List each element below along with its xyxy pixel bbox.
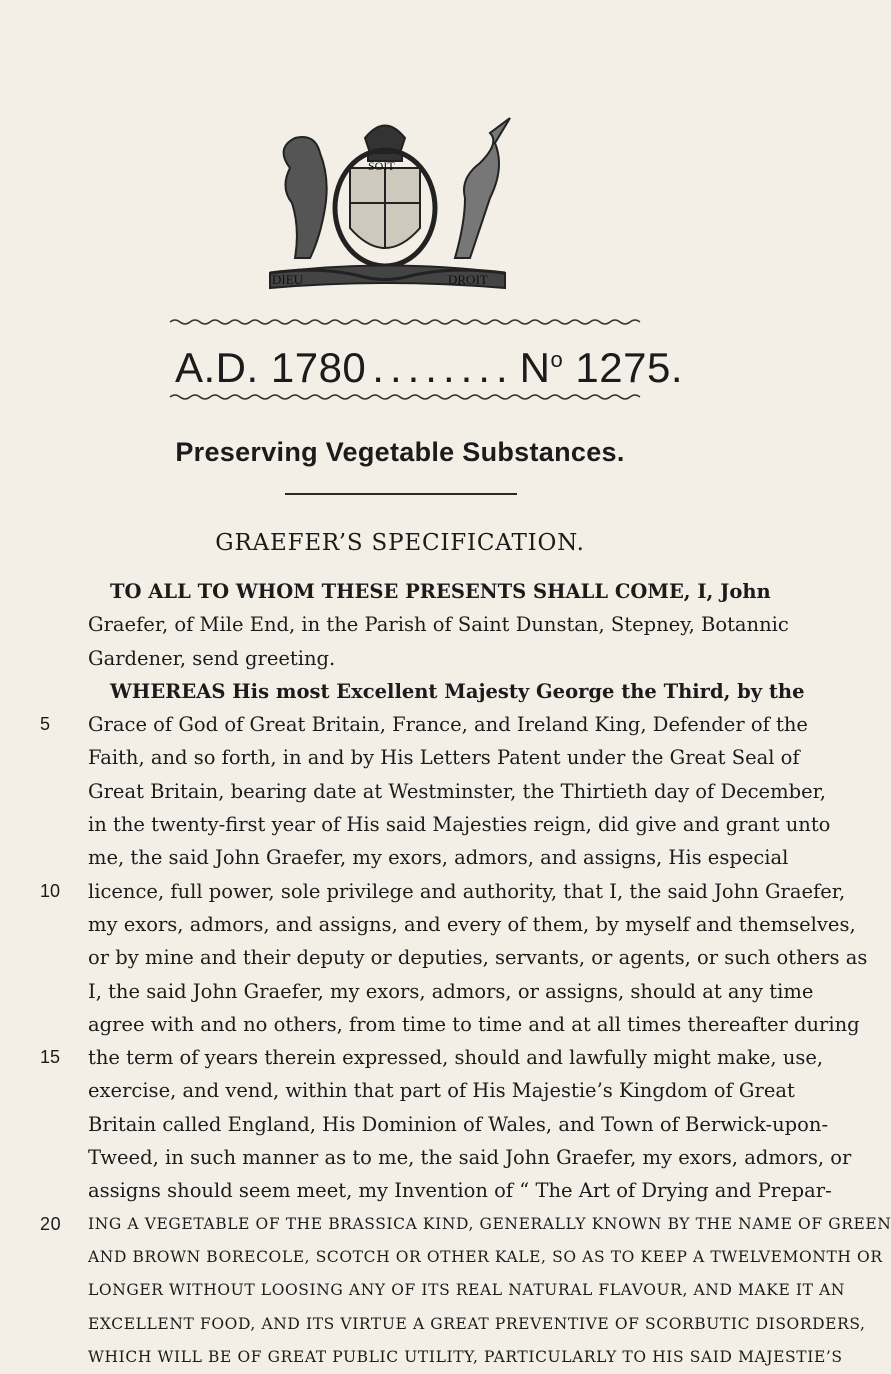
- body-line: [88, 1074, 795, 1107]
- line-text: me, the said John Graefer, my exors, admors, and assigns, His especial: [88, 846, 789, 870]
- line-text: AND BROWN BORECOLE, SCOTCH OR OTHER KALE, SO AS TO KEEP A TWELVEMONTH OR: [88, 1247, 883, 1266]
- body-line: [88, 608, 789, 641]
- line-text: Britain called England, His Dominion of Wales, and Town of Berwick-upon-: [88, 1112, 829, 1136]
- line-text: agree with and no others, from time to time and at all times thereafter during: [88, 1012, 860, 1036]
- line-text: Tweed, in such manner as to me, the said John Graefer, my exors, admors, or: [88, 1146, 852, 1170]
- line-text: Gardener, send greeting.: [88, 646, 336, 670]
- body-line: [40, 708, 808, 741]
- number-prefix-sup: o: [550, 347, 564, 372]
- line-text: in the twenty-first year of His said Majesties reign, did give and grant unto: [88, 813, 831, 837]
- line-number: 10: [40, 880, 61, 901]
- line-text: the term of years therein expressed, should and lawfully might make, use,: [88, 1046, 824, 1070]
- line-text: my exors, admors, and assigns, and every of them, by myself and themselves,: [88, 912, 856, 936]
- motto-center: SOIT: [368, 159, 395, 173]
- body-line: [88, 808, 831, 841]
- specification-body: [40, 575, 891, 1374]
- royal-coat-of-arms: [250, 108, 520, 308]
- motto-left: DIEU: [272, 272, 304, 287]
- body-line: [88, 1008, 860, 1041]
- header-dots: ........: [372, 344, 514, 391]
- line-text: I, the said John Graefer, my exors, admors, or assigns, should at any time: [88, 979, 814, 1003]
- line-text: licence, full power, sole privilege and authority, that I, the said John Graefer,: [88, 879, 846, 903]
- divider-rule: [285, 493, 517, 495]
- line-text: LONGER WITHOUT LOOSING ANY OF ITS REAL NATURAL FLAVOUR, AND MAKE IT AN: [88, 1281, 846, 1300]
- patent-header: [175, 330, 684, 391]
- header-rule-top: [170, 318, 640, 326]
- body-line: [88, 941, 868, 974]
- line-number: 20: [40, 1213, 62, 1234]
- body-line: [40, 1208, 891, 1241]
- body-line: [88, 975, 814, 1008]
- body-line: [88, 775, 826, 808]
- line-text: TO ALL TO WHOM THESE PRESENTS SHALL COME, I, John: [110, 580, 771, 603]
- line-text: Faith, and so forth, in and by His Letters Patent under the Great Seal of: [88, 746, 800, 770]
- body-line: [88, 741, 800, 774]
- patent-number: 1275.: [575, 344, 684, 391]
- header-rule-bottom: [170, 393, 640, 401]
- body-line: [88, 675, 805, 708]
- body-line: [88, 1108, 829, 1141]
- number-prefix: N: [519, 344, 551, 391]
- line-text: or by mine and their deputy or deputies, servants, or agents, or such others as: [88, 946, 868, 970]
- line-text: Graefer, of Mile End, in the Parish of Saint Dunstan, Stepney, Botannic: [88, 613, 789, 637]
- line-text: ING A VEGETABLE OF THE BRASSICA KIND, GENERALLY KNOWN BY THE NAME OF GREEN: [88, 1214, 891, 1233]
- line-number: 15: [40, 1047, 61, 1068]
- line-text: assigns should seem meet, my Invention of “ The Art of Drying and Prepar-: [88, 1179, 832, 1203]
- line-text: Grace of God of Great Britain, France, and Ireland King, Defender of the: [88, 713, 808, 737]
- line-text: Great Britain, bearing date at Westminster, the Thirtieth day of December,: [88, 779, 826, 803]
- body-line: [88, 1308, 866, 1341]
- line-number: 5: [40, 714, 51, 735]
- line-text: exercise, and vend, within that part of His Majestie’s Kingdom of Great: [88, 1079, 795, 1103]
- body-line: [88, 908, 856, 941]
- body-line: [88, 1141, 852, 1174]
- line-text: WHICH WILL BE OF GREAT PUBLIC UTILITY, PARTICULARLY TO HIS SAID MAJESTIE’S: [88, 1347, 843, 1366]
- body-line: [88, 1241, 883, 1274]
- motto-right: DROIT: [448, 272, 488, 287]
- specification-title: GRAEFER’S SPECIFICATION.: [215, 530, 585, 556]
- body-line: [88, 642, 724, 675]
- patent-subject: Preserving Vegetable Substances.: [175, 437, 625, 467]
- body-line: [88, 1341, 843, 1374]
- body-line: [88, 1174, 832, 1207]
- body-line: [88, 575, 771, 608]
- line-text: WHEREAS His most Excellent Majesty George the Third, by the: [110, 679, 805, 703]
- body-line: [88, 1274, 846, 1307]
- body-line: [40, 875, 846, 908]
- patent-year: A.D. 1780: [175, 344, 367, 391]
- line-text: EXCELLENT FOOD, AND ITS VIRTUE A GREAT PREVENTIVE OF SCORBUTIC DISORDERS,: [88, 1314, 866, 1333]
- body-line: [88, 841, 789, 874]
- body-line: [40, 1041, 824, 1074]
